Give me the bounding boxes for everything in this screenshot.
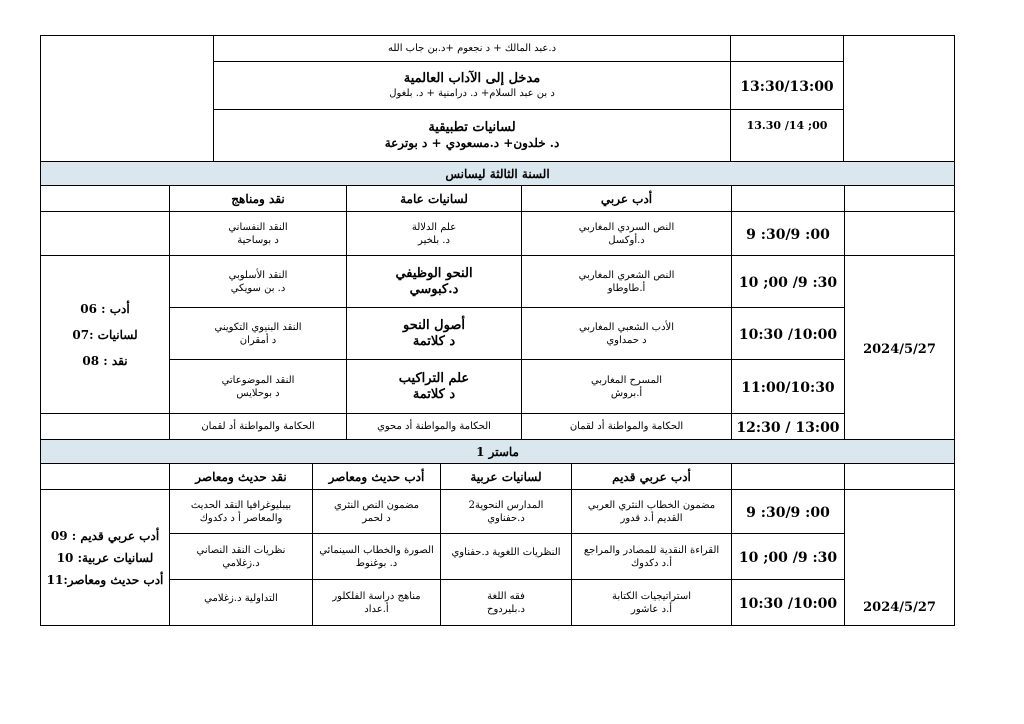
- l3-header-linguistics: لسانيات عامة: [347, 186, 522, 212]
- exam-schedule-page: [40, 35, 954, 626]
- l3-row3-time: 10:30 /10:00: [732, 308, 845, 360]
- top-row-c-course: لسانيات تطبيقية: [428, 120, 516, 135]
- top-section-table: [40, 35, 955, 162]
- l3-row2-time: 10 ;00 /9 :30: [732, 256, 845, 308]
- l3-summary: [41, 256, 170, 414]
- m1-row1-classical-literature: مضمون الخطاب النثري العربي القديم أ.د قدور: [572, 490, 732, 534]
- l3-title: السنة الثالثة ليسانس: [41, 162, 955, 186]
- l3-row1-linguistics: علم الدلالة د. بلخير: [347, 212, 522, 256]
- m1-row2-modern-criticism: نظريات النقد النصاني د.زغلامي: [170, 534, 313, 580]
- m1-row3-arabic-linguistics: فقه اللغة د.بليردوح: [441, 580, 572, 626]
- m1-summary: [41, 490, 170, 626]
- m1-row3-time: 10:30 /10:00: [732, 580, 845, 626]
- m1-header-summary-empty: [41, 464, 170, 490]
- l3-header-date-empty: [845, 186, 955, 212]
- m1-header-time-empty: [732, 464, 845, 490]
- l3-row2-literature: النص الشعري المغاربي أ.طاوطاو: [522, 256, 732, 308]
- m1-row3-modern-literature: مناهج دراسة الفلكلور أ.عداد: [313, 580, 441, 626]
- l3-final-linguistics: الحكامة والمواطنة أد محوي: [347, 414, 522, 440]
- m1-row1-modern-literature: مضمون النص النثري د لحمر: [313, 490, 441, 534]
- l3-final-criticism: الحكامة والمواطنة أد لقمان: [170, 414, 347, 440]
- l3-final-time: 12:30 / 13:00: [732, 414, 845, 440]
- l3-date: 2024/5/27: [845, 256, 955, 440]
- m1-row3-classical-literature: استراتيجيات الكتابة أ.د عاشور: [572, 580, 732, 626]
- top-date-empty: [844, 36, 955, 162]
- l3-final-summary-empty: [41, 414, 170, 440]
- m1-row2-time: 10 ;00 /9 :30: [732, 534, 845, 580]
- top-row-c-time: 13.30 /14 ;00: [731, 110, 844, 162]
- top-row-a-time: [731, 36, 844, 62]
- top-row-c-cell: [214, 110, 731, 162]
- l3-row1-criticism: النقد النفساني د بوساحية: [170, 212, 347, 256]
- l3-summary-lines: أدب : 06 لسانيات :07 نقد : 08: [72, 301, 138, 368]
- top-row-b-time: 13:30/13:00: [731, 62, 844, 110]
- l3-row1-time: 9 :30/9 :00: [732, 212, 845, 256]
- l3-row4-literature: المسرح المغاربي أ.بروش: [522, 360, 732, 414]
- l3-row2-criticism: النقد الأسلوبي د. بن سويكي: [170, 256, 347, 308]
- m1-row3-modern-criticism: التداولية د.زغلامي: [170, 580, 313, 626]
- top-row-a-cell: [214, 36, 731, 62]
- l3-row3-literature: الأدب الشعبي المغاربي د حمداوي: [522, 308, 732, 360]
- l3-row1-literature: النص السردي المغاربي د.أوكسل: [522, 212, 732, 256]
- l3-row1-date-empty: [845, 212, 955, 256]
- m1-row1-arabic-linguistics: المدارس النحوية2 د.حفناوي: [441, 490, 572, 534]
- top-row-b-prof: د بن عبد السلام+ د. درامنية + د. بلغول: [389, 88, 555, 99]
- m1-header-modern-criticism: نقد حديث ومعاصر: [170, 464, 313, 490]
- m1-header-modern-literature: أدب حديث ومعاصر: [313, 464, 441, 490]
- top-row-c-prof: د. خلدون+ د.مسعودي + د بوترعة: [384, 136, 560, 150]
- m1-title: ماستر 1: [41, 440, 955, 464]
- top-row-b-course: مدخل إلى الآداب العالمية: [403, 71, 541, 86]
- top-row-a-prof: د.عبد المالك + د نجعوم +د.بن جاب الله: [387, 43, 557, 54]
- m1-date: 2024/5/27: [845, 490, 955, 626]
- m1-row2-modern-literature: الصورة والخطاب السينمائي د. بوغنوط: [313, 534, 441, 580]
- m1-header-classical-literature: أدب عربي قديم: [572, 464, 732, 490]
- l3-row4-linguistics: علم التراكيب د كلاتمة: [347, 360, 522, 414]
- m1-header-arabic-linguistics: لسانيات عربية: [441, 464, 572, 490]
- l3-header-criticism: نقد ومناهج: [170, 186, 347, 212]
- top-summary-empty: [41, 36, 214, 162]
- m1-row1-modern-criticism: بيبليوغرافيا النقد الحديث والمعاصر أ د دكدوك: [170, 490, 313, 534]
- l3-row2-linguistics: النحو الوظيفي د.كبوسي: [347, 256, 522, 308]
- l3-row3-linguistics: أصول النحو د كلاتمة: [347, 308, 522, 360]
- l3-section-table: [40, 161, 955, 440]
- m1-section-table: [40, 439, 955, 626]
- m1-row2-classical-literature: القراءة النقدية للمصادر والمراجع أ.د دكدوك: [572, 534, 732, 580]
- m1-header-date-empty: [845, 464, 955, 490]
- l3-row3-criticism: النقد البنيوي التكويني د أمقران: [170, 308, 347, 360]
- l3-header-literature: أدب عربي: [522, 186, 732, 212]
- l3-header-time-empty: [732, 186, 845, 212]
- l3-row1-summary-empty: [41, 212, 170, 256]
- l3-row4-time: 11:00/10:30: [732, 360, 845, 414]
- top-row-b-cell: [214, 62, 731, 110]
- m1-row1-time: 9 :30/9 :00: [732, 490, 845, 534]
- m1-summary-lines: أدب عربي قديم : 09 لسانيات عربية: 10 أدب حديث ومعاصر:11: [46, 528, 164, 587]
- m1-row2-arabic-linguistics: النظريات اللغوية د.حفناوي: [441, 534, 572, 580]
- l3-final-literature: الحكامة والمواطنة أد لقمان: [522, 414, 732, 440]
- l3-row4-criticism: النقد الموضوعاتي د بوحلايس: [170, 360, 347, 414]
- l3-header-summary-empty: [41, 186, 170, 212]
